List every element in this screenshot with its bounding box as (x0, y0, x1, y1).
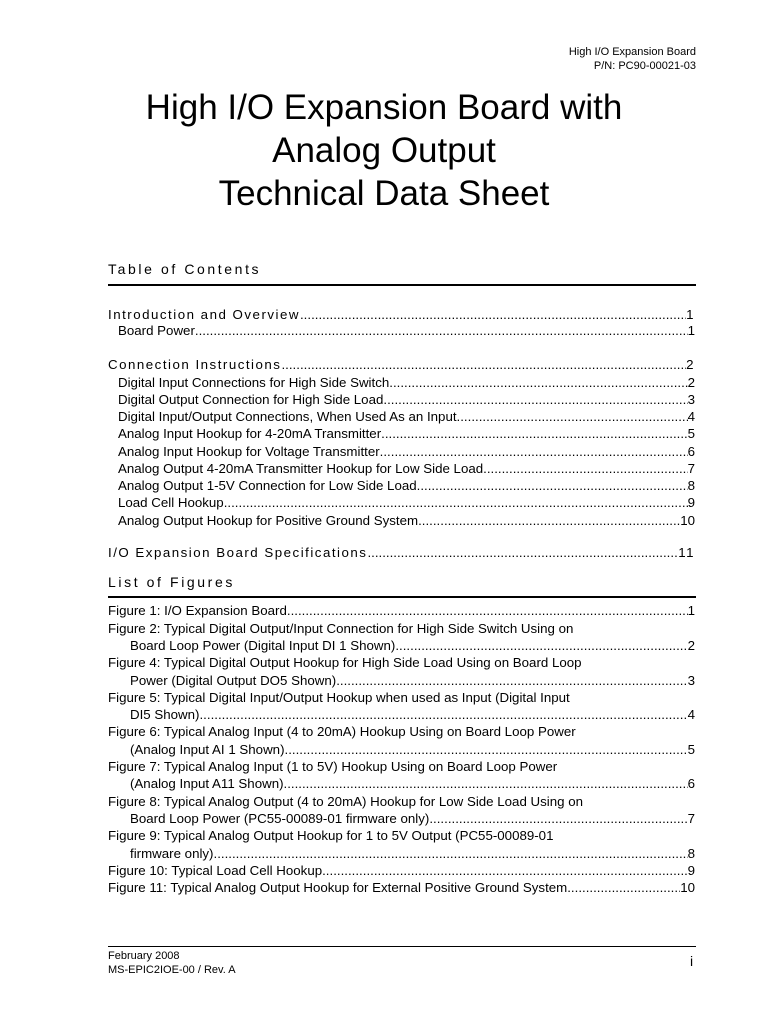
title-line-2: Analog Output (272, 131, 496, 170)
dot-leader (417, 477, 688, 494)
figure-entry-page: 5 (687, 742, 695, 757)
toc-entry-page: 10 (680, 513, 695, 528)
toc-entry[interactable] (118, 443, 695, 460)
dot-leader (336, 672, 687, 689)
toc-entry-title: Connection Instructions (108, 357, 282, 372)
figure-entry-continuation[interactable] (130, 810, 695, 827)
figure-entry-title-cont: Board Loop Power (PC55-00089-01 firmware only) (130, 811, 430, 826)
figure-entry-continuation[interactable] (130, 706, 695, 723)
toc-entry-page: 7 (687, 461, 695, 476)
toc-entry-title: I/O Expansion Board Specifications (108, 545, 368, 560)
figure-entry-page: 1 (687, 603, 695, 618)
dot-leader (380, 443, 688, 460)
figure-entry-page: 6 (687, 776, 695, 791)
figure-entry-title[interactable]: Figure 8: Typical Analog Output (4 to 20mA) Hookup for Low Side Load Using on (108, 794, 584, 809)
dot-leader (457, 408, 688, 425)
toc-entry-page: 1 (687, 323, 695, 338)
toc-entry[interactable] (118, 425, 695, 442)
dot-leader (418, 512, 680, 529)
dot-leader (195, 322, 688, 339)
dot-leader (199, 706, 687, 723)
footer-rule (108, 946, 696, 947)
toc-entry-title: Analog Output 4-20mA Transmitter Hookup for Low Side Load (118, 461, 484, 476)
figure-entry-title-cont: Power (Digital Output DO5 Shown) (130, 673, 337, 688)
figure-entry-title[interactable]: Figure 9: Typical Analog Output Hookup for 1 to 5V Output (PC55-00089-01 (108, 828, 554, 843)
figure-entry-title: Figure 11: Typical Analog Output Hookup for External Positive Ground System (108, 880, 568, 895)
figure-entry-page: 8 (687, 846, 695, 861)
dot-leader (322, 862, 687, 879)
figures-heading-rule (108, 596, 696, 598)
figure-entry-continuation[interactable] (130, 845, 695, 862)
dot-leader (381, 425, 687, 442)
dot-leader (285, 741, 688, 758)
toc-entry[interactable] (108, 356, 695, 373)
dot-leader (300, 306, 686, 323)
figure-entry-title-cont: Board Loop Power (Digital Input DI 1 Shown) (130, 638, 396, 653)
running-header (569, 45, 696, 73)
title-line-3: Technical Data Sheet (218, 174, 550, 213)
toc-entry[interactable] (118, 374, 695, 391)
toc-entry-page: 2 (686, 357, 695, 372)
footer-info (108, 949, 236, 977)
toc-entry[interactable] (118, 408, 695, 425)
dot-leader (383, 391, 687, 408)
figure-entry[interactable] (108, 602, 695, 619)
toc-entry-page: 11 (678, 545, 695, 560)
figure-entry-title-cont: DI5 Shown) (130, 707, 200, 722)
toc-heading: Table of Contents (108, 261, 262, 277)
document-title (0, 86, 768, 215)
toc-entry-title: Board Power (118, 323, 195, 338)
header-title: High I/O Expansion Board (568, 46, 696, 58)
toc-entry-title: Analog Output Hookup for Positive Ground System (118, 513, 419, 528)
figure-entry-title[interactable]: Figure 2: Typical Digital Output/Input Connection for High Side Switch Using on (108, 621, 574, 636)
header-part-number: P/N: PC90-00021-03 (593, 60, 696, 72)
figure-entry-page: 4 (687, 707, 695, 722)
toc-entry[interactable] (118, 460, 695, 477)
footer-doc-number: MS-EPIC2IOE-00 / Rev. A (108, 964, 236, 976)
toc-entry-title: Analog Output 1-5V Connection for Low Side Load (118, 478, 417, 493)
toc-entry[interactable] (118, 477, 695, 494)
toc-entry-page: 2 (687, 375, 695, 390)
dot-leader (483, 460, 687, 477)
toc-entry[interactable] (108, 544, 695, 561)
toc-entry-title: Digital Output Connection for High Side Load (118, 392, 384, 407)
figure-entry-title-cont: (Analog Input AI 1 Shown) (130, 742, 285, 757)
toc-entry-title: Digital Input/Output Connections, When Used As an Input (118, 409, 457, 424)
dot-leader (367, 544, 678, 561)
figure-entry-title[interactable]: Figure 5: Typical Digital Input/Output Hookup when used as Input (Digital Input (108, 690, 570, 705)
toc-entry-page: 4 (687, 409, 695, 424)
footer-date: February 2008 (108, 950, 180, 962)
toc-entry-page: 1 (686, 307, 695, 322)
figure-entry[interactable] (108, 879, 695, 896)
figure-entry-page: 9 (687, 863, 695, 878)
figure-entry[interactable] (108, 862, 695, 879)
figure-entry-title[interactable]: Figure 4: Typical Digital Output Hookup for High Side Load Using on Board Loop (108, 655, 582, 670)
toc-entry-title: Analog Input Hookup for 4-20mA Transmitter (118, 426, 382, 441)
figure-entry-page: 2 (687, 638, 695, 653)
dot-leader (429, 810, 687, 827)
dot-leader (389, 374, 687, 391)
toc-entry-page: 9 (687, 495, 695, 510)
toc-entry-page: 8 (687, 478, 695, 493)
dot-leader (284, 775, 688, 792)
dot-leader (567, 879, 680, 896)
figure-entry-title: Figure 1: I/O Expansion Board (108, 603, 287, 618)
page-number: i (690, 953, 694, 969)
figure-entry-continuation[interactable] (130, 775, 695, 792)
toc-entry[interactable] (118, 322, 695, 339)
toc-entry-title: Introduction and Overview (108, 307, 300, 322)
toc-entry-title: Digital Input Connections for High Side Switch (118, 375, 390, 390)
figure-entry-page: 10 (680, 880, 695, 895)
dot-leader (281, 356, 686, 373)
toc-entry[interactable] (108, 306, 695, 323)
figure-entry-continuation[interactable] (130, 741, 695, 758)
figure-entry-title: Figure 10: Typical Load Cell Hookup (108, 863, 323, 878)
dot-leader (224, 494, 688, 511)
title-line-1: High I/O Expansion Board with (145, 88, 623, 127)
figure-entry-title[interactable]: Figure 7: Typical Analog Input (1 to 5V) Hookup Using on Board Loop Power (108, 759, 558, 774)
toc-entry[interactable] (118, 512, 695, 529)
toc-entry-page: 3 (687, 392, 695, 407)
figures-heading: List of Figures (108, 574, 235, 590)
dot-leader (214, 845, 688, 862)
figure-entry-title-cont: (Analog Input A11 Shown) (130, 776, 284, 791)
toc-entry-title: Load Cell Hookup (118, 495, 224, 510)
toc-entry-page: 5 (687, 426, 695, 441)
figure-entry-title[interactable]: Figure 6: Typical Analog Input (4 to 20mA) Hookup Using on Board Loop Power (108, 724, 576, 739)
dot-leader (395, 637, 687, 654)
figure-entry-page: 7 (687, 811, 695, 826)
figure-entry-continuation[interactable] (130, 637, 695, 654)
dot-leader (287, 602, 688, 619)
figure-entry-title-cont: firmware only) (130, 846, 214, 861)
toc-entry-title: Analog Input Hookup for Voltage Transmitter (118, 444, 380, 459)
toc-entry[interactable] (118, 494, 695, 511)
toc-entry-page: 6 (687, 444, 695, 459)
toc-heading-rule (108, 284, 696, 286)
figure-entry-continuation[interactable] (130, 672, 695, 689)
toc-entry[interactable] (118, 391, 695, 408)
figure-entry-page: 3 (687, 673, 695, 688)
